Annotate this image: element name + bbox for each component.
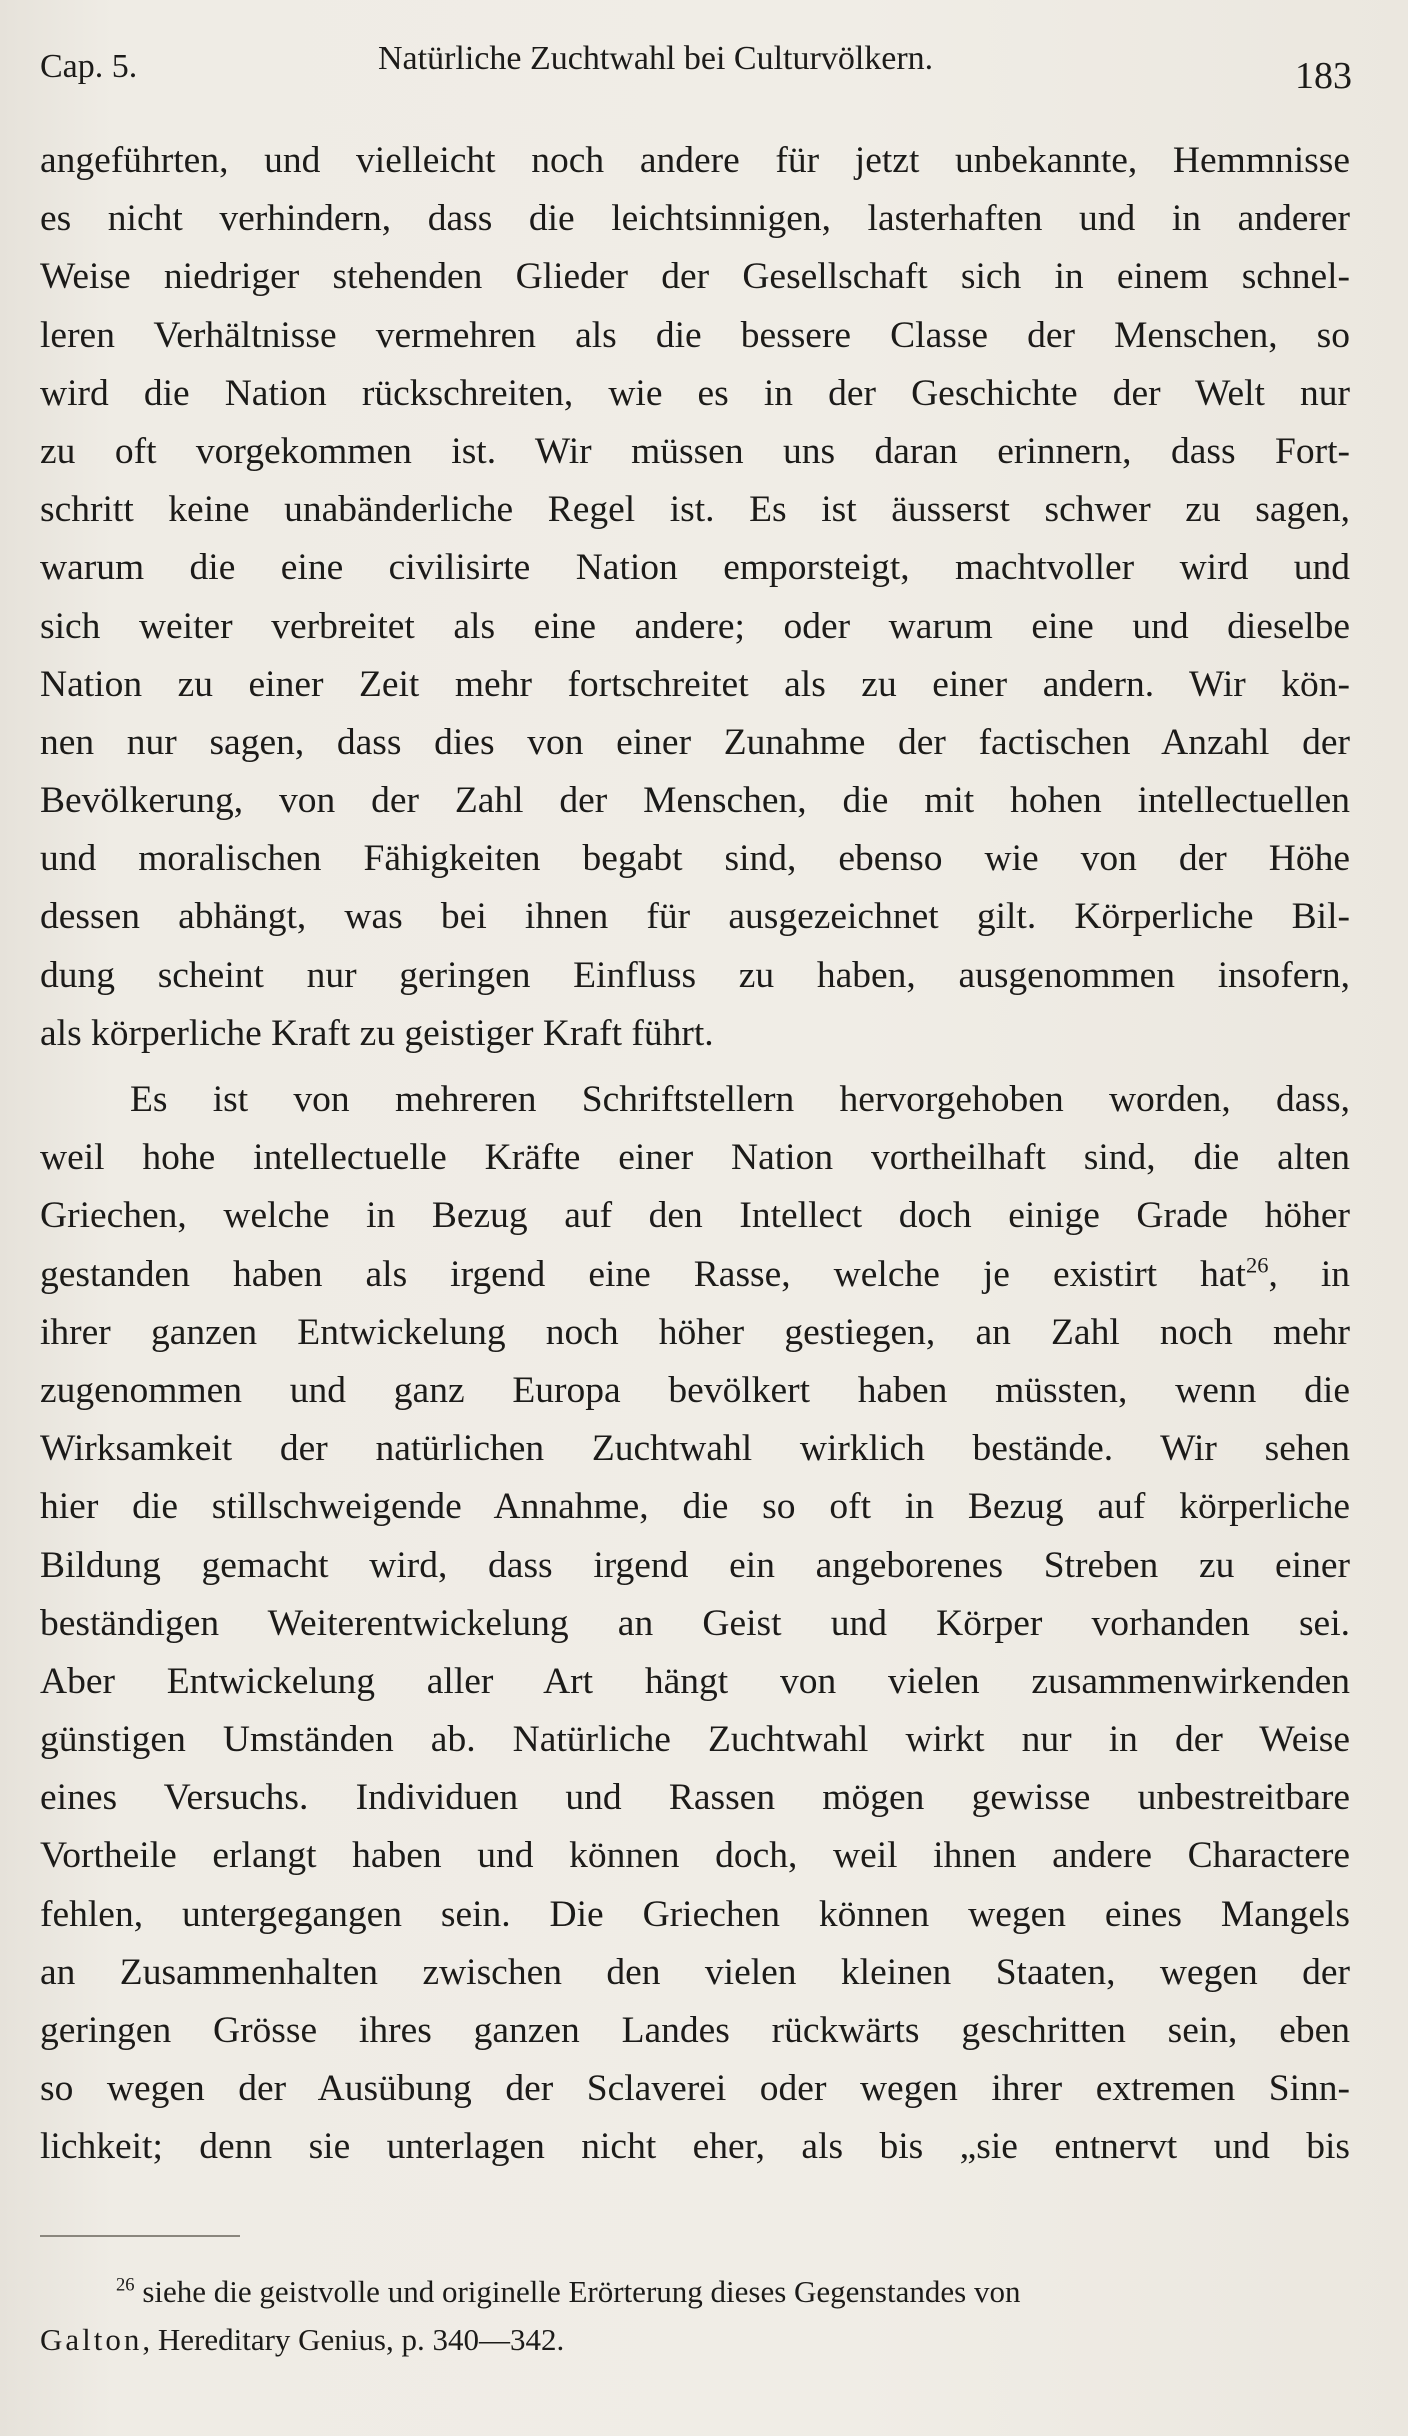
footnote-divider [40, 2235, 240, 2237]
paragraph-gap [40, 1063, 1350, 1071]
text-line: angeführten, und vielleicht noch andere für jetzt unbekannte, Hemmnisse [40, 140, 1350, 181]
text-line: schritt keine unabänderliche Regel ist. Es ist äusserst schwer zu sagen, [40, 489, 1350, 531]
text-line: zu oft vorgekommen ist. Wir müssen uns daran erinnern, dass Fort- [40, 430, 1350, 472]
text-line: dung scheint nur geringen Einfluss zu haben, ausgenommen insofern, [40, 954, 1350, 996]
chapter-label: Cap. 5. [40, 48, 138, 85]
text-segment: gestanden haben als irgend eine Rasse, welche je existirt hat [40, 1253, 1246, 1295]
text-line: an Zusammenhalten zwischen den vielen kleinen Staaten, wegen der [40, 1951, 1350, 1993]
text-line: ihrer ganzen Entwickelung noch höher gestiegen, an Zahl noch mehr [40, 1311, 1350, 1353]
text-line: leren Verhältnisse vermehren als die bessere Classe der Menschen, so [40, 314, 1350, 356]
text-line: geringen Grösse ihres ganzen Landes rückwärts geschritten sein, eben [40, 2010, 1350, 2051]
footnote-citation: , Hereditary Genius, p. 340—342. [142, 2322, 565, 2357]
text-line-with-note [40, 1246, 1350, 1304]
footnote-author: Galton [40, 2322, 143, 2357]
text-line: Nation zu einer Zeit mehr fortschreitet als zu einer andern. Wir kön- [40, 663, 1350, 705]
text-line: Weise niedriger stehenden Glieder der Gesellschaft sich in einem schnel- [40, 256, 1350, 298]
text-line: Bevölkerung, von der Zahl der Menschen, die mit hohen intellectuellen [40, 780, 1350, 822]
running-title: Natürliche Zuchtwahl bei Culturvölkern. [378, 40, 934, 77]
text-line: weil hohe intellectuelle Kräfte einer Nation vortheilhaft sind, die alten [40, 1137, 1350, 1179]
text-line: günstigen Umständen ab. Natürliche Zuchtwahl wirkt nur in der Weise [40, 1719, 1350, 1761]
text-line: Griechen, welche in Bezug auf den Intellect doch einige Grade höher [40, 1195, 1350, 1237]
text-line: so wegen der Ausübung der Sclaverei oder wegen ihrer extremen Sinn- [40, 2068, 1350, 2110]
text-line: nen nur sagen, dass dies von einer Zunahme der factischen Anzahl der [40, 721, 1350, 763]
text-line: Bildung gemacht wird, dass irgend ein angeborenes Streben zu einer [40, 1544, 1350, 1586]
text-line: fehlen, untergegangen sein. Die Griechen können wegen eines Mangels [40, 1893, 1350, 1935]
text-line: es nicht verhindern, dass die leichtsinnigen, lasterhaften und in anderer [40, 198, 1350, 240]
footnote-number: 26 [116, 2274, 135, 2296]
page-header [40, 40, 1352, 100]
text-line: zugenommen und ganz Europa bevölkert haben müssten, wenn die [40, 1369, 1350, 1411]
text-line: hier die stillschweigende Annahme, die so oft in Bezug auf körperliche [40, 1486, 1350, 1528]
footnote-line [40, 2316, 1350, 2364]
text-line: und moralischen Fähigkeiten begabt sind, ebenso wie von der Höhe [40, 838, 1350, 880]
text-line: beständigen Weiterentwickelung an Geist und Körper vorhanden sei. [40, 1602, 1350, 1644]
text-line: sich weiter verbreitet als eine andere; oder warum eine und dieselbe [40, 605, 1350, 647]
text-segment: , in [1268, 1253, 1350, 1295]
footnote [40, 2268, 1350, 2364]
text-line: Es ist von mehreren Schriftstellern hervorgehoben worden, dass, [130, 1079, 1350, 1120]
text-line: Aber Entwickelung aller Art hängt von vielen zusammenwirkenden [40, 1660, 1350, 1702]
footnote-reference[interactable]: 26 [1245, 1252, 1269, 1278]
text-line: lichkeit; denn sie unterlagen nicht eher, als bis „sie entnervt und bis [40, 2126, 1350, 2168]
main-text [40, 132, 1350, 2177]
text-line: eines Versuchs. Individuen und Rassen mögen gewisse unbestreitbare [40, 1777, 1350, 1819]
text-line: Wirksamkeit der natürlichen Zuchtwahl wirklich bestände. Wir sehen [40, 1428, 1350, 1470]
text-line: Vortheile erlangt haben und können doch, weil ihnen andere Charactere [40, 1835, 1350, 1877]
text-line: dessen abhängt, was bei ihnen für ausgezeichnet gilt. Körperliche Bil- [40, 896, 1350, 938]
text-line: als körperliche Kraft zu geistiger Kraft führt. [40, 1012, 714, 1054]
footnote-text: siehe die geistvolle und originelle Erörterung dieses Gegenstandes von [142, 2274, 1021, 2309]
footnote-line [40, 2268, 1350, 2316]
text-line: wird die Nation rückschreiten, wie es in der Geschichte der Welt nur [40, 372, 1350, 414]
text-line: warum die eine civilisirte Nation emporsteigt, machtvoller wird und [40, 547, 1350, 589]
page-number: 183 [1295, 55, 1352, 97]
